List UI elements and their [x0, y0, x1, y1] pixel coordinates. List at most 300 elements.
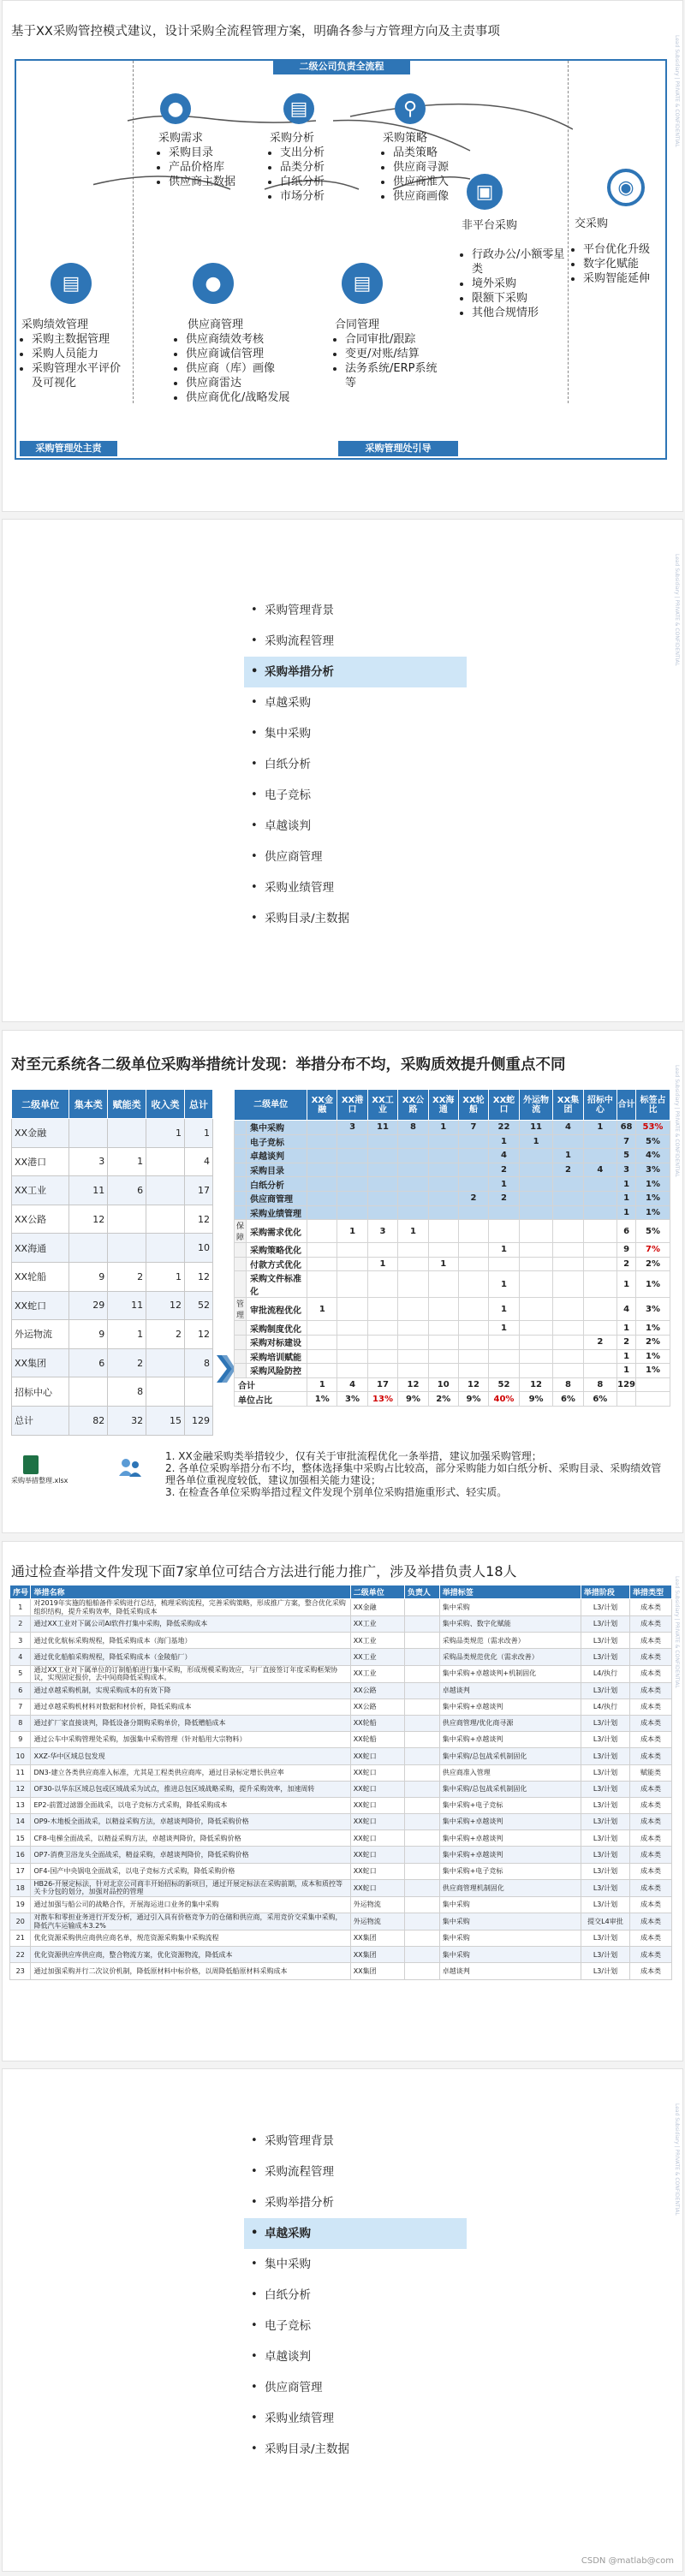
table-cell: 129	[184, 1406, 212, 1435]
table-cell	[404, 1732, 439, 1748]
table-cell	[428, 1149, 458, 1163]
table-cell: 68	[617, 1121, 636, 1135]
row-category: 保障	[235, 1220, 247, 1243]
table-cell	[583, 1271, 617, 1298]
table-row	[12, 1119, 213, 1148]
table-cell	[337, 1177, 367, 1192]
table-cell: XX蛇口	[350, 1879, 404, 1896]
table-cell	[337, 1349, 367, 1364]
database-icon: ▤	[51, 263, 92, 304]
row-category	[235, 1163, 247, 1177]
table-cell: 12	[458, 1377, 488, 1392]
menu-item[interactable]: • 集中采购	[244, 2249, 467, 2280]
table-cell: 12	[10, 1781, 31, 1797]
menu-item[interactable]: • 采购目录/主数据	[244, 903, 467, 934]
table-header: XX金融	[307, 1090, 337, 1121]
table-cell: XX轮船	[12, 1262, 69, 1291]
table-cell: L3/计划	[581, 1896, 629, 1913]
table-cell: 单位占比	[235, 1392, 307, 1407]
note-line: 1. XX金融采购类举措较少，仅有关于审批流程优化一条举措，建议加强采购管理；	[165, 1450, 542, 1462]
table-cell: 集中采购+卓越谈判	[439, 1732, 581, 1748]
table-cell: 7%	[635, 1243, 670, 1258]
row-label: 采购业绩管理	[247, 1205, 307, 1220]
table-row	[12, 1291, 213, 1320]
table-row	[235, 1163, 670, 1177]
table-cell: 1	[489, 1177, 520, 1192]
table-cell: 3	[69, 1147, 108, 1176]
table-cell: XX工业	[350, 1633, 404, 1649]
table-cell	[635, 1392, 670, 1407]
table-cell: 1%	[635, 1271, 670, 1298]
table-cell	[307, 1121, 337, 1135]
table-cell: 成本类	[630, 1599, 672, 1616]
table-header: 举措阶段	[581, 1585, 629, 1599]
table-row	[12, 1320, 213, 1349]
table-cell	[519, 1335, 553, 1349]
slide-menu-2	[2, 2068, 683, 2572]
table-cell	[583, 1177, 617, 1192]
chart-icon: ▤	[283, 93, 314, 124]
table-row	[235, 1349, 670, 1364]
table-cell: XX轮船	[350, 1732, 404, 1748]
table-row	[235, 1298, 670, 1321]
table-cell: 集中采购+卓越谈判	[439, 1814, 581, 1830]
table-header: XX轮船	[458, 1090, 488, 1121]
menu-item[interactable]: • 卓越采购	[244, 687, 467, 718]
table-cell	[404, 1913, 439, 1931]
table-row	[235, 1271, 670, 1298]
table-cell	[489, 1335, 520, 1349]
table-row	[235, 1243, 670, 1258]
table-cell: 成本类	[630, 1633, 672, 1649]
row-label: 采购文件标准化	[247, 1271, 307, 1298]
table-cell: 9	[69, 1320, 108, 1349]
table-cell	[458, 1149, 488, 1163]
file-label[interactable]: 采购举措整理.xlsx	[11, 1477, 68, 1484]
excel-file-icon[interactable]	[23, 1455, 39, 1474]
table-cell: 供应商管理/优化商寻源	[439, 1715, 581, 1731]
table-cell: 1	[617, 1177, 636, 1192]
side-note: Lead Subsidiary | PRIVATE & CONFIDENTIAL	[674, 35, 680, 147]
table-cell	[367, 1349, 398, 1364]
table-cell: XX港口	[12, 1147, 69, 1176]
process-frame	[15, 59, 667, 460]
table-cell	[428, 1364, 458, 1378]
table-cell: 3%	[635, 1298, 670, 1321]
table-cell	[307, 1149, 337, 1163]
table-row	[10, 1748, 672, 1764]
table-cell	[307, 1220, 337, 1243]
table-cell: 1	[489, 1243, 520, 1258]
table-cell: 成本类	[630, 1830, 672, 1847]
table-cell: 成本类	[630, 1715, 672, 1731]
table-cell: 9	[617, 1243, 636, 1258]
table-row	[12, 1406, 213, 1435]
step-demand	[158, 131, 235, 189]
step-item: • 供应商（库）画像	[186, 361, 330, 376]
table-cell	[519, 1149, 553, 1163]
table-cell: OP9-木地板全面战采，以精益采购方法，卓越谈判降价，降低采购价格	[31, 1814, 350, 1830]
menu-item-active[interactable]: • 卓越采购	[244, 2218, 467, 2249]
table-cell	[307, 1243, 337, 1258]
menu-item[interactable]: • 采购流程管理	[244, 2157, 467, 2187]
table-cell: 2	[146, 1320, 185, 1349]
table-cell: 2	[617, 1335, 636, 1349]
table-cell	[337, 1321, 367, 1336]
table-cell	[367, 1243, 398, 1258]
table-cell: 12	[519, 1377, 553, 1392]
table-cell: XXZ-华中区域总包发现	[31, 1748, 350, 1764]
table-cell: 通过XX工业对下属公司AI软件打集中采购，降低采购成本	[31, 1616, 350, 1633]
table-cell	[398, 1205, 428, 1220]
table-cell: L3/计划	[581, 1633, 629, 1649]
table-row	[10, 1781, 672, 1797]
table-row	[235, 1335, 670, 1349]
table-cell: 5	[10, 1665, 31, 1682]
menu-item[interactable]: • 采购业绩管理	[244, 2403, 467, 2434]
table-cell: 12	[184, 1205, 212, 1234]
table-cell	[583, 1149, 617, 1163]
table-cell: 10	[428, 1377, 458, 1392]
table-cell	[337, 1149, 367, 1163]
table-cell	[404, 1896, 439, 1913]
table-cell: 11	[10, 1764, 31, 1781]
watermark: CSDN @matlab@com	[581, 2556, 674, 2566]
step-item: • 其他合规情形	[472, 306, 573, 320]
table-cell: 6%	[553, 1392, 583, 1407]
table-cell: XX蛇口	[350, 1847, 404, 1863]
table-cell: 集中采购+卓越谈判	[439, 1830, 581, 1847]
person-icon: ●	[193, 263, 234, 304]
table-cell: 1	[617, 1205, 636, 1220]
table-cell: XX蛇口	[350, 1764, 404, 1781]
table-cell: 1	[617, 1349, 636, 1364]
table-cell	[398, 1257, 428, 1271]
total-row	[235, 1377, 670, 1392]
table-cell: 9	[69, 1262, 108, 1291]
menu-item[interactable]: • 采购管理背景	[244, 595, 467, 626]
table-header: XX集团	[553, 1090, 583, 1121]
slide-initiative-list	[2, 1541, 683, 2061]
table-cell: 1	[553, 1149, 583, 1163]
table-cell: 集中采购+电子竞标	[439, 1797, 581, 1813]
table-cell	[69, 1377, 108, 1407]
table-cell: XX蛇口	[350, 1781, 404, 1797]
table-cell	[337, 1271, 367, 1298]
table-cell: 集中采购/总包战采机制固化	[439, 1781, 581, 1797]
table-cell	[458, 1257, 488, 1271]
table-cell: 2%	[635, 1257, 670, 1271]
table-cell: L3/计划	[581, 1830, 629, 1847]
menu-item[interactable]: • 集中采购	[244, 718, 467, 749]
table-cell: 通过卓越采购机制，实现采购成本的有效下降	[31, 1682, 350, 1698]
table-cell: XX集团	[12, 1348, 69, 1377]
step-item: • 供应商绩效考核	[186, 332, 330, 347]
table-cell	[367, 1149, 398, 1163]
table-cell	[617, 1392, 636, 1407]
table-cell: 成本类	[630, 1781, 672, 1797]
side-note: Lead Subsidiary | PRIVATE & CONFIDENTIAL	[674, 554, 680, 666]
table-header: 标签占比	[635, 1090, 670, 1121]
table-cell	[404, 1879, 439, 1896]
table-cell: 23	[10, 1963, 31, 1979]
table-cell	[458, 1177, 488, 1192]
table-cell: 10	[10, 1748, 31, 1764]
side-note: Lead Subsidiary | PRIVATE & CONFIDENTIAL	[674, 1576, 680, 1688]
step-supplier	[176, 318, 330, 405]
table-cell: 29	[69, 1291, 108, 1320]
menu-item[interactable]: • 卓越谈判	[244, 2341, 467, 2372]
row-label: 采购目录	[247, 1163, 307, 1177]
menu-item[interactable]: • 采购举措分析	[244, 2187, 467, 2218]
step-analysis	[270, 131, 325, 204]
table-cell: 1	[583, 1121, 617, 1135]
menu-item[interactable]: • 卓越谈判	[244, 811, 467, 842]
table-row	[10, 1913, 672, 1931]
menu-item[interactable]: • 电子竞标	[244, 2311, 467, 2341]
table-cell	[367, 1163, 398, 1177]
table-cell	[404, 1649, 439, 1665]
table-row	[10, 1814, 672, 1830]
table-cell: 1	[489, 1298, 520, 1321]
table-cell: HB26-开展定标法，针对北京公司商丰开始招标的新项目，通过开展定标法在采购前期，成本和质控等关卡分包的划分，加强对品控的管理	[31, 1879, 350, 1896]
row-label: 付款方式优化	[247, 1257, 307, 1271]
initiative-matrix-table	[234, 1089, 670, 1407]
table-row	[10, 1715, 672, 1731]
table-cell	[519, 1163, 553, 1177]
table-cell: 1	[367, 1257, 398, 1271]
menu-item-active[interactable]: • 采购举措分析	[244, 657, 467, 687]
table-cell	[583, 1257, 617, 1271]
table-cell: 9	[10, 1732, 31, 1748]
step-item: • 限额下采购	[472, 291, 573, 306]
table-cell: 集中采购	[439, 1913, 581, 1931]
step-strategy	[383, 131, 449, 204]
slide-procurement-process	[2, 0, 683, 512]
table-cell: 8	[184, 1348, 212, 1377]
table-cell: 对2019年实施的船舶备件采购进行总结，梳理采购流程，完善采购策略，形成推广方案，整合优化采购组织结构，提升采购效率，降低采购成本	[31, 1599, 350, 1616]
table-cell	[398, 1163, 428, 1177]
table-cell: 2%	[428, 1392, 458, 1407]
note-line: 2. 各单位采购举措分布不均，整体选择集中采购占比较高，部分采购能力如白纸分析、采购目录、采购绩效管理各单位重视度较低，建议加强相关能力建设；	[165, 1462, 662, 1486]
table-cell: 1	[184, 1119, 212, 1148]
table-cell: 52	[489, 1377, 520, 1392]
menu-item[interactable]: • 白纸分析	[244, 749, 467, 780]
table-cell: 合计	[235, 1377, 307, 1392]
table-header: XX海通	[428, 1090, 458, 1121]
step-item: • 变更/对账/结算	[345, 347, 446, 361]
table-cell: L3/计划	[581, 1879, 629, 1896]
table-cell	[367, 1134, 398, 1149]
table-cell: 9%	[398, 1392, 428, 1407]
table-cell	[108, 1119, 146, 1148]
table-cell: 4	[489, 1149, 520, 1163]
table-cell: 通过扩厂家直接谈判，降低设备分期购采购单价，降低赠船成本	[31, 1715, 350, 1731]
row-category	[235, 1257, 247, 1271]
menu-item[interactable]: • 供应商管理	[244, 842, 467, 872]
bottom-band-left: 采购管理处主责	[20, 441, 117, 456]
table-header: 合计	[617, 1090, 636, 1121]
table-cell	[553, 1205, 583, 1220]
table-row	[12, 1147, 213, 1176]
table-cell: 成本类	[630, 1896, 672, 1913]
table-cell: OF4-国产中央锅电全面战采，以电子竞标方式采购，降低采购价格	[31, 1863, 350, 1879]
table-cell	[404, 1633, 439, 1649]
table-cell: 通过加强采购并行二次议价机制，降低原材料中标价格，以周降低船原材料采购成本	[31, 1963, 350, 1979]
table-cell: 3%	[337, 1392, 367, 1407]
table-row	[12, 1176, 213, 1205]
step-nonplatform	[462, 219, 573, 320]
menu-item[interactable]: • 采购业绩管理	[244, 872, 467, 903]
table-cell	[458, 1205, 488, 1220]
slide-title: 对至元系统各二级单位采购举措统计发现：举措分布不均，采购质效提升侧重点不同	[11, 1056, 566, 1074]
table-cell	[404, 1764, 439, 1781]
table-cell: 优化资源供应库供应商，整合物流方案，优化资源物流，降低成本	[31, 1947, 350, 1963]
table-cell	[146, 1234, 185, 1263]
table-cell: 3	[617, 1163, 636, 1177]
table-cell	[428, 1191, 458, 1205]
table-cell	[404, 1698, 439, 1715]
table-cell: 1	[617, 1271, 636, 1298]
table-cell: 1	[146, 1262, 185, 1291]
table-cell: XX工业	[350, 1649, 404, 1665]
table-cell	[367, 1335, 398, 1349]
table-cell	[307, 1163, 337, 1177]
table-cell	[337, 1335, 367, 1349]
table-cell	[337, 1243, 367, 1258]
table-cell: 成本类	[630, 1649, 672, 1665]
step-title: 交采购	[575, 217, 609, 230]
table-cell	[307, 1205, 337, 1220]
table-cell: 2	[489, 1163, 520, 1177]
table-cell	[398, 1364, 428, 1378]
table-cell: 提交L4审批	[581, 1913, 629, 1931]
table-header: 二级单位	[350, 1585, 404, 1599]
row-category	[235, 1149, 247, 1163]
table-cell: 32	[108, 1406, 146, 1435]
table-cell: 1	[398, 1220, 428, 1243]
table-cell	[404, 1715, 439, 1731]
table-cell	[553, 1335, 583, 1349]
table-cell: 1	[428, 1121, 458, 1135]
table-cell: L3/计划	[581, 1748, 629, 1764]
step-title: 采购策略	[383, 132, 428, 145]
menu-item[interactable]: • 供应商管理	[244, 2372, 467, 2403]
step-title: 采购需求	[158, 132, 204, 145]
table-cell: XX公路	[350, 1698, 404, 1715]
menu-item[interactable]: • 采购目录/主数据	[244, 2434, 467, 2465]
table-cell: 7	[10, 1698, 31, 1715]
table-cell	[404, 1814, 439, 1830]
bottom-band-right: 采购管理处引导	[338, 441, 458, 456]
table-cell: 1	[337, 1220, 367, 1243]
table-cell	[489, 1220, 520, 1243]
table-row	[10, 1764, 672, 1781]
table-cell: 40%	[489, 1392, 520, 1407]
table-cell: 4	[10, 1649, 31, 1665]
table-cell	[458, 1220, 488, 1243]
table-row	[10, 1896, 672, 1913]
row-label: 集中采购	[247, 1121, 307, 1135]
table-cell: 4	[553, 1121, 583, 1135]
table-cell: XX集团	[350, 1947, 404, 1963]
table-cell: 52	[184, 1291, 212, 1320]
row-label: 采购培训赋能	[247, 1349, 307, 1364]
step-item: • 供应商准入	[393, 175, 449, 189]
table-cell: 1%	[635, 1205, 670, 1220]
table-cell: 通过优化船舶采购规程，降低采购成本（金陵船厂）	[31, 1649, 350, 1665]
table-cell: XX轮船	[350, 1715, 404, 1731]
table-cell: 16	[10, 1847, 31, 1863]
table-cell	[519, 1257, 553, 1271]
table-cell: 4	[617, 1298, 636, 1321]
step-item: • 数字化赋能	[583, 257, 664, 271]
table-cell	[367, 1205, 398, 1220]
table-cell	[583, 1191, 617, 1205]
table-cell: 成本类	[630, 1947, 672, 1963]
menu-item[interactable]: • 采购流程管理	[244, 626, 467, 657]
table-cell: L3/计划	[581, 1781, 629, 1797]
table-cell	[404, 1863, 439, 1879]
table-cell	[519, 1321, 553, 1336]
menu-item[interactable]: • 电子竞标	[244, 780, 467, 811]
step-trade	[573, 217, 664, 286]
table-cell: 6	[108, 1176, 146, 1205]
step-item: • 平台优化升级	[583, 242, 664, 257]
table-cell	[458, 1243, 488, 1258]
table-cell: 集中采购、数字化赋能	[439, 1616, 581, 1633]
table-cell	[337, 1364, 367, 1378]
table-cell: 6	[617, 1220, 636, 1243]
table-cell	[489, 1364, 520, 1378]
table-cell: XX公路	[12, 1205, 69, 1234]
table-cell: 5	[617, 1149, 636, 1163]
table-cell: 外运物流	[350, 1913, 404, 1931]
slide-title: 通过检查举措文件发现下面7家单位可结合方法进行能力推广，涉及举措负责人18人	[11, 1563, 517, 1580]
table-cell	[428, 1271, 458, 1298]
table-cell	[146, 1147, 185, 1176]
menu-item[interactable]: • 白纸分析	[244, 2280, 467, 2311]
table-row	[12, 1205, 213, 1234]
table-cell: L3/计划	[581, 1715, 629, 1731]
table-cell	[583, 1134, 617, 1149]
table-cell	[519, 1243, 553, 1258]
row-label: 电子竞标	[247, 1134, 307, 1149]
table-cell: 53%	[635, 1121, 670, 1135]
table-cell	[398, 1134, 428, 1149]
menu-item[interactable]: • 采购管理背景	[244, 2126, 467, 2157]
table-cell: 9%	[519, 1392, 553, 1407]
table-cell	[583, 1298, 617, 1321]
table-cell: 集中采购	[439, 1896, 581, 1913]
table-cell: XX蛇口	[350, 1748, 404, 1764]
table-cell	[583, 1205, 617, 1220]
table-cell	[398, 1149, 428, 1163]
table-cell: L3/计划	[581, 1764, 629, 1781]
table-cell: 外运物流	[350, 1896, 404, 1913]
step-title: 非平台采购	[462, 219, 518, 232]
table-cell	[458, 1321, 488, 1336]
table-cell	[404, 1847, 439, 1863]
table-cell: 1	[307, 1298, 337, 1321]
table-cell: 集中采购	[439, 1931, 581, 1947]
table-cell	[404, 1963, 439, 1979]
table-header: 赋能类	[108, 1090, 146, 1119]
step-item: • 供应商画像	[393, 189, 449, 204]
table-row	[10, 1963, 672, 1979]
table-cell	[398, 1177, 428, 1192]
document-icon: ▤	[342, 263, 383, 304]
